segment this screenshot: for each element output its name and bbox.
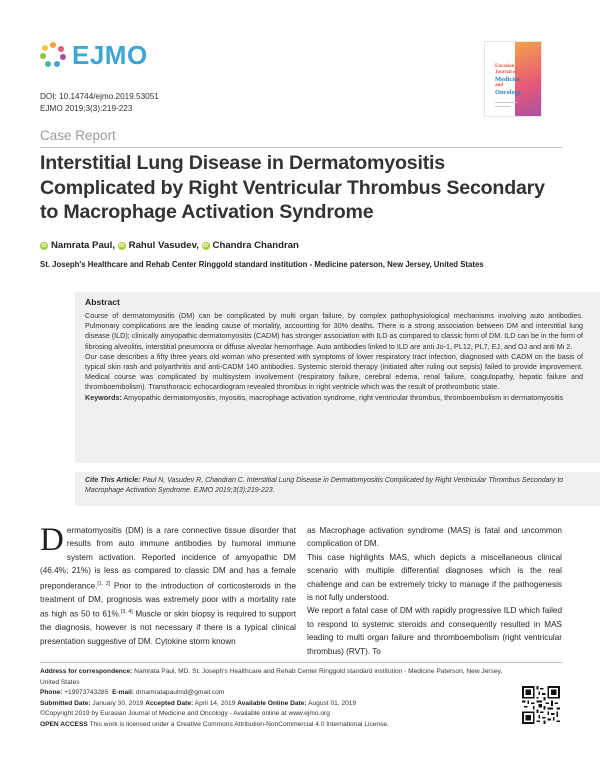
cover-rule: [495, 106, 511, 107]
body-paragraph: We report a fatal case of DM with rapidly progressive ILD which failed to respond to systemic steroids and consequently resulted in MAS leading to multi organ failure and thromboembolism (right ventricular thrombus) (RVT). To: [307, 606, 562, 656]
body-paragraph: as Macrophage activation syndrome (MAS) is fatal and uncommon complication of DM.: [307, 526, 562, 549]
abstract-paragraph: Our case describes a fifty three years old woman who presented with symptoms of lower respiratory tract infection, diagnosed with CADM on the basis of typical skin rash and polyarthritis and anti-CADM 140 antibodies. Systemic steroid therapy (initiated after ruling out sepsis) failed to provide improvement. Medical course was complicated by multisystem involvement (respiratory failure, cerebral edema, renal failure, coagulopathy, hepatic failure and thromboembolism). Transthoracic echocardiogram revealed thrombus in right ventricle which was the result of prothrombotic state.: [85, 351, 583, 392]
correspondence-label: Address for correspondence:: [40, 668, 133, 675]
author-name: Rahul Vasudev,: [128, 240, 199, 251]
email-link[interactable]: drnamratapaulmd@gmail.com: [134, 689, 225, 697]
author-item[interactable]: [118, 240, 199, 251]
cite-text: Paul N, Vasudev R, Chandran C. Interstitial Lung Disease in Dermatomyositis Complicated by Right Ventricular Thrombus Secondary to Macrophage Activation Syndrome. EJMO 2019;3(3):219-223.: [85, 477, 564, 494]
doi-block: [40, 91, 159, 115]
keywords-text: Amyopathic dermatomyositis, myositis, macrophage activation syndrome, right ventricular thrombus, thromboembolism in dermatomyositis: [121, 392, 564, 402]
orcid-icon[interactable]: iD: [41, 242, 47, 249]
journal-cover-thumbnail: [484, 41, 542, 117]
ejmo-logo-icon: [40, 42, 66, 68]
abstract-paragraph: Course of dermatomyositis (DM) can be complicated by multi organ failure, by complex pathophysiological mechanisms involving auto antibodies. Pulmonary complications are the leading cause of mortality, accounting for 30% deaths. There is a strong association between DM and interstitial lung disease (ILD); clinically amyopathic dermatomyositis (CADM) has stronger association with ILD as compared to classic form of DM. ILD can be in the form of fibrosing alveolitis, interstitial pneumonia or diffuse alveolar hemorrhage. Auto antibodies linked to ILD are anti Jo-1, PL12, PL7, EJ, and OJ and anti Mi 2.: [85, 311, 583, 351]
phone-label: Phone:: [40, 689, 63, 697]
header-divider: [40, 147, 562, 148]
cite-this-article: [85, 476, 585, 496]
author-item[interactable]: [202, 240, 299, 251]
body-text: Prior to the introduction of corticosteroids in the treatment of DM, prognosis was extremely poor with a mortality rate as high as 50 to 61%.: [40, 581, 297, 619]
author-list: [40, 240, 299, 251]
footer-divider: [40, 662, 562, 663]
article-title: Interstitial Lung Disease in Dermatomyositis Complicated by Right Ventricular Thrombus Secondary to Macrophage Activation Syndrome: [40, 152, 545, 223]
cover-line5: Oncology: [495, 89, 522, 96]
cover-line3: Medicine: [495, 76, 521, 83]
journal-logo: [40, 42, 148, 68]
online-label: Available Online Date:: [237, 699, 307, 707]
cover-line2: Journal of: [495, 70, 518, 75]
author-item[interactable]: [40, 240, 115, 251]
orcid-icon[interactable]: iD: [119, 242, 125, 249]
cover-line1: Eurasian: [495, 64, 515, 69]
license-line: [40, 720, 510, 731]
accepted-date: April 14, 2019: [193, 699, 236, 707]
orcid-icon[interactable]: iD: [203, 242, 209, 249]
phone-value: +19973743285: [62, 689, 109, 697]
author-name: Namrata Paul,: [51, 240, 115, 251]
body-column-right: [307, 524, 562, 658]
contact-line: [40, 688, 510, 699]
license-text: This work is licensed under a Creative Commons Attribution-NonCommercial 4.0 International License.: [87, 720, 389, 728]
cite-label: Cite This Article:: [85, 477, 141, 484]
correspondence: [40, 667, 510, 688]
cover-rule: [495, 102, 517, 103]
keywords-label: Keywords:: [85, 392, 122, 402]
submitted-date: January 30, 2019: [90, 699, 144, 707]
journal-name: EJMO: [72, 40, 148, 70]
abstract-heading: Abstract: [85, 297, 120, 307]
open-access-label: OPEN ACCESS: [40, 720, 88, 728]
body-paragraph: This case highlights MAS, which depicts a miscellaneous clinical scenario with multiple differential diagnoses which is the real challenge and can be extremely tricky to manage if the pathogenesis is not fully understood.: [307, 552, 562, 603]
reference-link[interactable]: [3, 4]: [121, 609, 133, 616]
keywords: [85, 393, 583, 403]
affiliation: St. Joseph's Healthcare and Rehab Center Ringgold standard institution - Medicine paterson, New Jersey, United States: [40, 260, 484, 269]
body-text: ermatomyositis (DM) is a rare connective tissue disorder that results from auto immune antibodies by humoral immune system activation. Reported incidence of amyopathic DM (46.4%; 21%) is less as compared to classic DM and has a female preponderance.: [40, 526, 296, 591]
body-column-left: [40, 524, 296, 648]
author-name: Chandra Chandran: [212, 240, 299, 251]
accepted-label: Accepted Date:: [145, 699, 194, 707]
drop-cap: D: [40, 522, 64, 558]
body-paragraph: [40, 524, 296, 648]
body-text: Muscle or skin biopsy is required to support the diagnosis, however is not necessary if there is a typical clinical presentation suggestive of DM. Cytokine storm known: [40, 609, 296, 646]
cover-title: [495, 64, 521, 96]
footer: [40, 667, 510, 731]
online-date: August 01, 2019: [306, 699, 357, 707]
qr-code-icon[interactable]: [522, 686, 560, 724]
correspondence-text: Namrata Paul, MD. St. Joseph's Healthcare and Rehab Center Ringgold standard institution - Medicine Paterson, New Jersey, United States: [40, 668, 503, 686]
reference-link[interactable]: [1, 2]: [97, 580, 111, 587]
cover-line4: and: [495, 83, 504, 88]
submitted-label: Submitted Date:: [40, 699, 91, 707]
abstract-body: [85, 311, 583, 403]
doi-text: DOI: 10.14744/ejmo.2019.53051: [40, 92, 159, 101]
email-label: E-mail:: [112, 689, 135, 697]
copyright: ©Copyright 2019 by Eurasian Journal of Medicine and Oncology - Available online at www.ejmo.org: [40, 710, 330, 718]
dates-line: [40, 699, 510, 710]
citation-ref: EJMO 2019;3(3):219-223: [40, 104, 133, 113]
article-type: Case Report: [40, 128, 116, 143]
